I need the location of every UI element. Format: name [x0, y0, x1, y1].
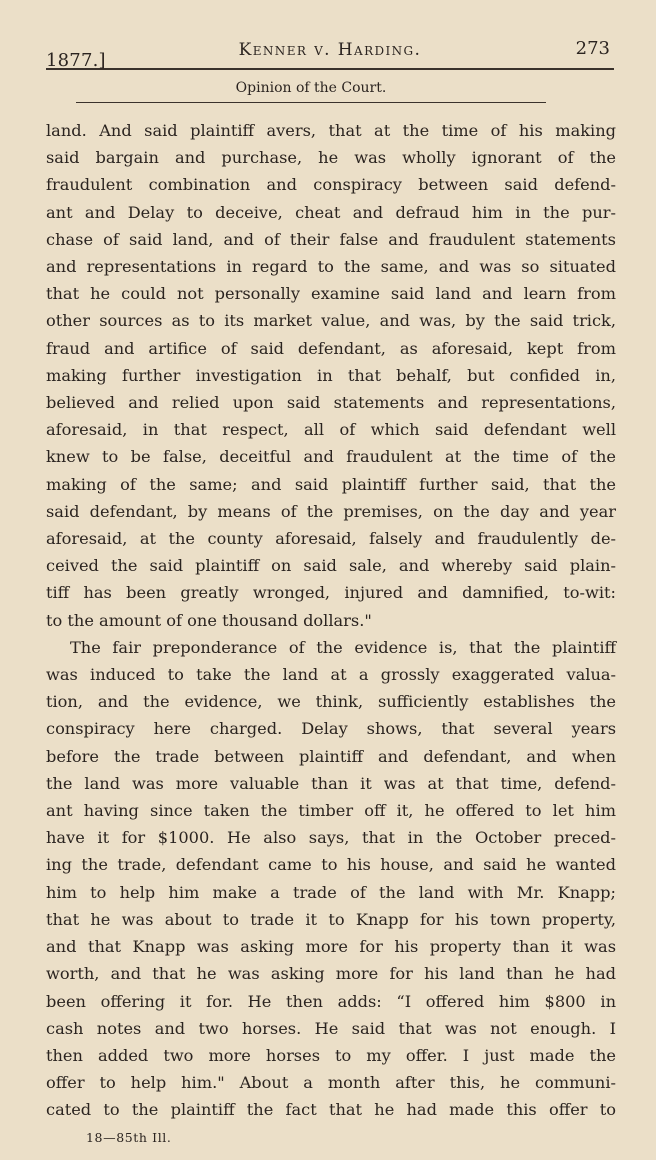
running-head — [46, 34, 614, 70]
text-line: cated to the plaintiff the fact that he had made this offer to — [46, 1100, 616, 1120]
text-line: that he was about to trade it to Knapp for his town property, — [46, 909, 616, 929]
text-line: The fair preponderance of the evidence is, that the plaintiff — [70, 637, 616, 657]
text-line: making of the same; and said plaintiff further said, that the — [46, 474, 616, 494]
text-line: chase of said land, and of their false and fraudulent statements — [46, 229, 616, 249]
text-line: ant having since taken the timber off it, he offered to let him — [46, 801, 616, 821]
text-line: offer to help him." About a month after this, he communi- — [46, 1073, 616, 1093]
opinion-text — [46, 117, 616, 1124]
text-line: been offering it for. He then adds: “I offered him $800 in — [46, 991, 616, 1011]
text-line: tiff has been greatly wronged, injured and damnified, to-wit: — [46, 583, 616, 603]
section-subheading: Opinion of the Court. — [76, 80, 546, 103]
text-line: fraud and artifice of said defendant, as aforesaid, kept from — [46, 338, 616, 358]
text-line: aforesaid, in that respect, all of which said defendant well — [46, 420, 616, 440]
text-line: have it for $1000. He also says, that in the October preced- — [46, 828, 616, 848]
text-line: and representations in regard to the same, and was so situated — [46, 257, 616, 277]
text-line: said bargain and purchase, he was wholly ignorant of the — [46, 148, 616, 168]
text-line: that he could not personally examine said land and learn from — [46, 284, 616, 304]
text-line: worth, and that he was asking more for his land than he had — [46, 964, 616, 984]
text-line: ing the trade, defendant came to his house, and said he wanted — [46, 855, 616, 875]
text-line: was induced to take the land at a grossly exaggerated valua- — [46, 665, 616, 685]
text-line: fraudulent combination and conspiracy between said defend- — [46, 175, 616, 195]
text-line: aforesaid, at the county aforesaid, falsely and fraudulently de- — [46, 529, 616, 549]
header-year: 1877.] — [46, 50, 106, 71]
text-line: the land was more valuable than it was at that time, defend- — [46, 773, 616, 793]
text-line: conspiracy here charged. Delay shows, that several years — [46, 719, 616, 739]
header-case-title: Kenner v. Harding. — [238, 40, 422, 60]
header-page-number: 273 — [575, 38, 610, 59]
paragraph-2 — [46, 634, 616, 1124]
text-line: believed and relied upon said statements and representations, — [46, 393, 616, 413]
text-line: other sources as to its market value, and was, by the said trick, — [46, 311, 616, 331]
text-line: land. And said plaintiff avers, that at the time of his making — [46, 121, 616, 140]
text-line: before the trade between plaintiff and defendant, and when — [46, 746, 616, 766]
text-line: tion, and the evidence, we think, sufficiently establishes the — [46, 692, 616, 712]
paragraph-1 — [46, 117, 616, 634]
signature-mark: 18—85th Ill. — [86, 1129, 172, 1145]
text-line: ant and Delay to deceive, cheat and defraud him in the pur- — [46, 202, 616, 222]
text-line: then added two more horses to my offer. I just made the — [46, 1045, 616, 1065]
text-line: knew to be false, deceitful and fraudulent at the time of the — [46, 447, 616, 467]
text-line: making further investigation in that behalf, but confided in, — [46, 365, 616, 385]
text-line: ceived the said plaintiff on said sale, and whereby said plain- — [46, 556, 616, 576]
text-line: to the amount of one thousand dollars." — [46, 610, 372, 630]
text-line: and that Knapp was asking more for his property than it was — [46, 937, 616, 957]
text-line: cash notes and two horses. He said that was not enough. I — [46, 1018, 616, 1038]
text-line: him to help him make a trade of the land with Mr. Knapp; — [46, 882, 616, 902]
text-line: said defendant, by means of the premises, on the day and year — [46, 501, 616, 521]
